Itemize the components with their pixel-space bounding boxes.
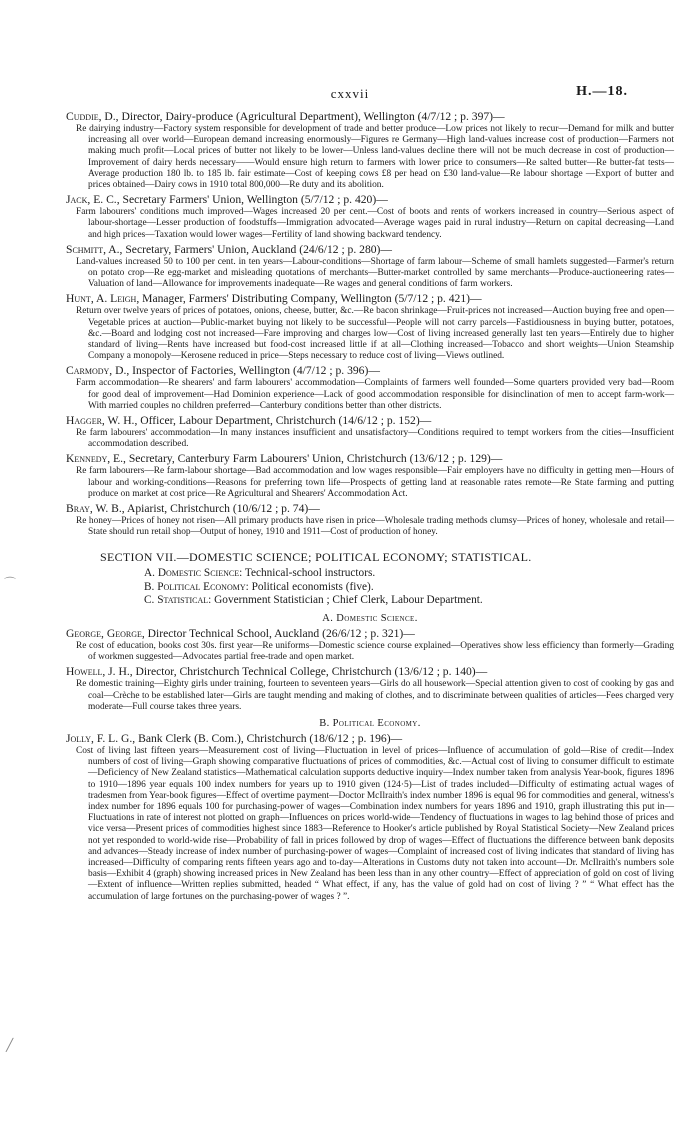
witness-name: George, George,: [66, 626, 145, 640]
witness-heading: [66, 414, 674, 428]
witness-name: Jolly, F. L. G.,: [66, 732, 136, 745]
witness-name: Jack, E. C.,: [66, 193, 120, 207]
witness-details: Secretary, Canterbury Farm Labourers' Union, Christchurch (13/6/12 ; p. 129)—: [125, 452, 503, 466]
subheading-political-economy: B. Political Economy.: [319, 718, 421, 729]
witness-heading: [66, 732, 674, 746]
witness-entry: [66, 502, 674, 538]
witness-name: Hunt, A. Leigh,: [66, 292, 140, 306]
witness-entry: [66, 452, 674, 500]
witness-list-agriculture: [66, 110, 674, 538]
subdivision-label: Domestic Science: [157, 567, 240, 580]
witness-summary: Farm accommodation—Re shearers' and farm labourers' accommodation—Complaints of farmers well founded—Some quarters provided very bad—Room for good deal of improvement—Had Dominion experience—Lack of good accommodation responsible for disinclination of men to accept farm-work—With married couples no children preferred—Canterbury conditions better than other districts.: [76, 378, 674, 411]
section-subdivision: [66, 594, 674, 608]
margin-mark: ╱: [6, 1038, 14, 1052]
subdivision-description: : Government Statistician ; Chief Clerk, Labour Department.: [208, 594, 483, 607]
witness-heading: [66, 243, 674, 257]
subheading-domestic-science: A. Domestic Science.: [322, 612, 418, 624]
witness-name: Schmitt, A.,: [66, 242, 123, 256]
page-content: [66, 110, 674, 905]
witness-entry: [66, 665, 674, 713]
witness-summary: Re cost of education, books cost 30s. first year—Re uniforms—Domestic science course explained—Operatives show less efficiency than formerly—Grading of workmen suggested—Advocates partial free-trade and open market.: [76, 640, 674, 663]
document-reference: H.—18.: [576, 84, 628, 99]
witness-details: Apiarist, Christchurch (10/6/12 ; p. 74)—: [124, 502, 320, 516]
witness-summary: Land-values increased 50 to 100 per cent. in ten years—Labour-conditions—Shortage of farm labour—Scheme of small hamlets suggested—Farmer's return on potato crop—Re egg-market and misleading quotations of merchants—Butter-market controlled by same merchants—Produce-auctioneering rates—Valuation of land—Allowance for improvements inadequate—Re wages and general conditions of farm workers.: [76, 256, 674, 290]
witness-name: Cuddie, D.,: [66, 110, 119, 123]
witness-summary: Re farm labourers' accommodation—In many instances insufficient and unsatisfactory—Conditions required to tempt workers from the cities—Insufficient accommodation described.: [76, 428, 674, 450]
witness-name: Carmody, D.,: [66, 364, 130, 378]
witness-summary: Re honey—Prices of honey not risen—All primary products have risen in price—Wholesale trading methods clumsy—Prices of honey, wholesale and retail—State should run retail shop—Output of honey, 1910 and 1911—Cost of production of honey.: [76, 516, 674, 538]
margin-mark: ⌒: [4, 576, 17, 590]
subdivision-label: Statistical: [157, 594, 209, 607]
subdivision-label: Political Economy: [157, 580, 246, 593]
section-subdivision: [66, 567, 674, 581]
subdivision-letter: C.: [144, 594, 158, 607]
section-subdivisions: [66, 567, 674, 608]
witness-summary: Return over twelve years of prices of potatoes, onions, cheese, butter, &c.—Re bacon shrinkage—Fruit-prices not increased—Auction buying free and open—Vegetable prices at auction—Public-market buying not likely to be successful—People will not carry parcels—Fastidiousness in buying butter, potatoes, &c.—Board and lodging cost not increased—Fare improving and charges low—Cost of living increased generally last ten years—Entirely due to higher standard of living—Rents have increased but food-cost increased little if at all—Clothing increased—Tobacco and short weights—Union Steamship Company a monopoly—Kerosene reduced in price—Steps necessary to reduce cost of living—Views outlined.: [76, 306, 674, 362]
witness-entry: [66, 292, 674, 362]
witness-summary: Re domestic training—Eighty girls under training, fourteen to seventeen years—Girls do all housework—Special attention given to cost of cooking by gas and coal—Crèche to be established later—Girls are taught mending and making of clothes, and to discriminate between qualities of articles—Fees charged very moderate—Full course takes three years.: [76, 679, 674, 712]
witness-details: Secretary Farmers' Union, Wellington (5/7/12 ; p. 420)—: [119, 193, 388, 207]
subdivision-description: : Political economists (five).: [245, 580, 374, 593]
witness-summary: Re dairying industry—Factory system responsible for development of trade and better produce—Low prices not likely to recur—Demand for milk and butter increasing all over world—European demand increasing enormously—Figures re Germany—High land-values increase cost of production—Farmers not making much profit—Local prices of butter not likely to be lower—Unless land-values decline there will not be much decrease in cost of production—Improvement of dairy herds necessary——Would ensure high return to farmers with lower price to consumers—Re salted butter—Re butter-fat tests—Average production 180 lb. to 185 lb. fair estimate—Cost of keeping cows £8 per head on £30 land-value—Re labour shortage —Export of butter and prices obtained—Dairy cows in 1910 total 800,000—Re duty and its abolition.: [76, 124, 674, 191]
witness-details: Secretary, Farmers' Union, Auckland (24/6/12 ; p. 280)—: [122, 242, 393, 256]
witness-details: Director, Christchurch Technical College, Christchurch (13/6/12 ; p. 140)—: [132, 665, 488, 679]
witness-summary: Re farm labourers—Re farm-labour shortage—Bad accommodation and low wages responsible—Fair employers have no difficulty in getting men—Hours of labour and working-conditions—Reasons for preferring town life—Prospects of getting land at reasonable rates remote—Re State farming and putting produce on market at cost price—Re Agricultural and Shearers' Accommodation Act.: [76, 466, 674, 499]
witness-heading: [66, 665, 674, 679]
witness-details: Officer, Labour Department, Christchurch (14/6/12 ; p. 152)—: [137, 414, 432, 428]
witness-details: Director Technical School, Auckland (26/6/12 ; p. 321)—: [144, 626, 415, 640]
witness-heading: [66, 292, 674, 306]
witness-summary: Farm labourers' conditions much improved—Wages increased 20 per cent.—Cost of boots and rents of workers increased in country—Serious aspect of labour-shortage—Lesser production of foodstuffs—Immigration advocated—Average wages paid in rural industry—Return on capital decreasing—Land and high prices—Taxation would lower wages—Fertility of land showing backward tendency.: [76, 207, 674, 240]
witness-heading: [66, 627, 674, 641]
section-title: SECTION VII.—DOMESTIC SCIENCE; POLITICAL ECONOMY; STATISTICAL.: [100, 550, 532, 565]
witness-entry: [66, 414, 674, 450]
witness-heading: [66, 452, 674, 466]
witness-entry: [66, 364, 674, 412]
witness-summary: Cost of living last fifteen years—Measurement cost of living—Fluctuation in level of prices—Influence of accumulation of gold—Rise of credit—Index numbers of cost of living—Graph showing comparative fluctuations of prices of commodities, &c.—Actual cost of living to consumer difficult to estimate—Deficiency of New Zealand statistics—Mathematical calculation supports deductive inquiry—Index number taken from analysis Year-book, figures 1896 to 1910—1896 year equals 100 index numbers for years up to 1910 given (124·5)—List of trades included—Difficulty of estimating actual wages of tradesmen from Year-book figures—Effect of overtime payment—Doctor McIlraith's index number 1896 is equal 96 for commodities and general, witness's index number for 1896 equals 100 for purchasing-power of wages—Combination index numbers for years 1896 and 1910, graph illustrating this put in—Fluctuations in rate of interest not plotted on graph—Influences on prices world-wide—Tendency of fluctuations in wages to lag behind those of prices and vice versa—Present prices of commodities highest since 1883—Reference to Hooker's article published by Royal Statistical Society—New Zealand prices not yet responded to world-wide rise—Probability of fall in prices followed by drop of wages—Effect of fluctuations the difference between bank deposits and advances—Steady increase of index number of purchasing-power of wages—Complaint of increased cost of living indicates that standard of living has increased—Difficulty of comparing rents fifteen years ago and to-day—Alterations in Customs duty not taken into account—Dr. McIlraith's numbers sole basis—Exhibit 4 (graph) showing increased prices in New Zealand has been less than in any other country—Effect of appreciation of gold on cost of living—Extent of influence—Written replies submitted, headed “ What effect, if any, has the value of gold had on cost of living ? ” “ What effect has the accumulation of large fortunes on the purchasing-power of wages ? ”.: [76, 746, 674, 902]
witness-details: Inspector of Factories, Wellington (4/7/12 ; p. 396)—: [129, 364, 380, 378]
witness-details: Bank Clerk (B. Com.), Christchurch (18/6/12 ; p. 196)—: [135, 732, 403, 745]
subdivision-description: : Technical-school instructors.: [239, 567, 376, 580]
witness-heading: [66, 364, 674, 378]
witness-entry: [66, 627, 674, 663]
witness-name: Hagger, W. H.,: [66, 414, 138, 428]
witness-details: Director, Dairy-produce (Agricultural Department), Wellington (4/7/12 ; p. 397)—: [118, 110, 505, 123]
witness-heading: [66, 502, 674, 516]
witness-name: Kennedy, E.,: [66, 452, 126, 466]
section-subdivision: [66, 581, 674, 595]
witness-list-domestic-science: [66, 627, 674, 713]
witness-entry: [66, 110, 674, 191]
witness-entry: [66, 243, 674, 291]
witness-list-political-economy: [66, 732, 674, 903]
subdivision-letter: B.: [144, 580, 158, 593]
witness-heading: [66, 193, 674, 207]
witness-entry: [66, 193, 674, 241]
witness-details: Manager, Farmers' Distributing Company, Wellington (5/7/12 ; p. 421)—: [139, 292, 482, 306]
witness-entry: [66, 732, 674, 903]
witness-name: Howell, J. H.,: [66, 665, 133, 679]
page-number: cxxvii: [330, 86, 370, 101]
witness-name: Bray, W. B.,: [66, 502, 125, 516]
subdivision-letter: A.: [144, 567, 158, 580]
witness-heading: [66, 110, 674, 124]
